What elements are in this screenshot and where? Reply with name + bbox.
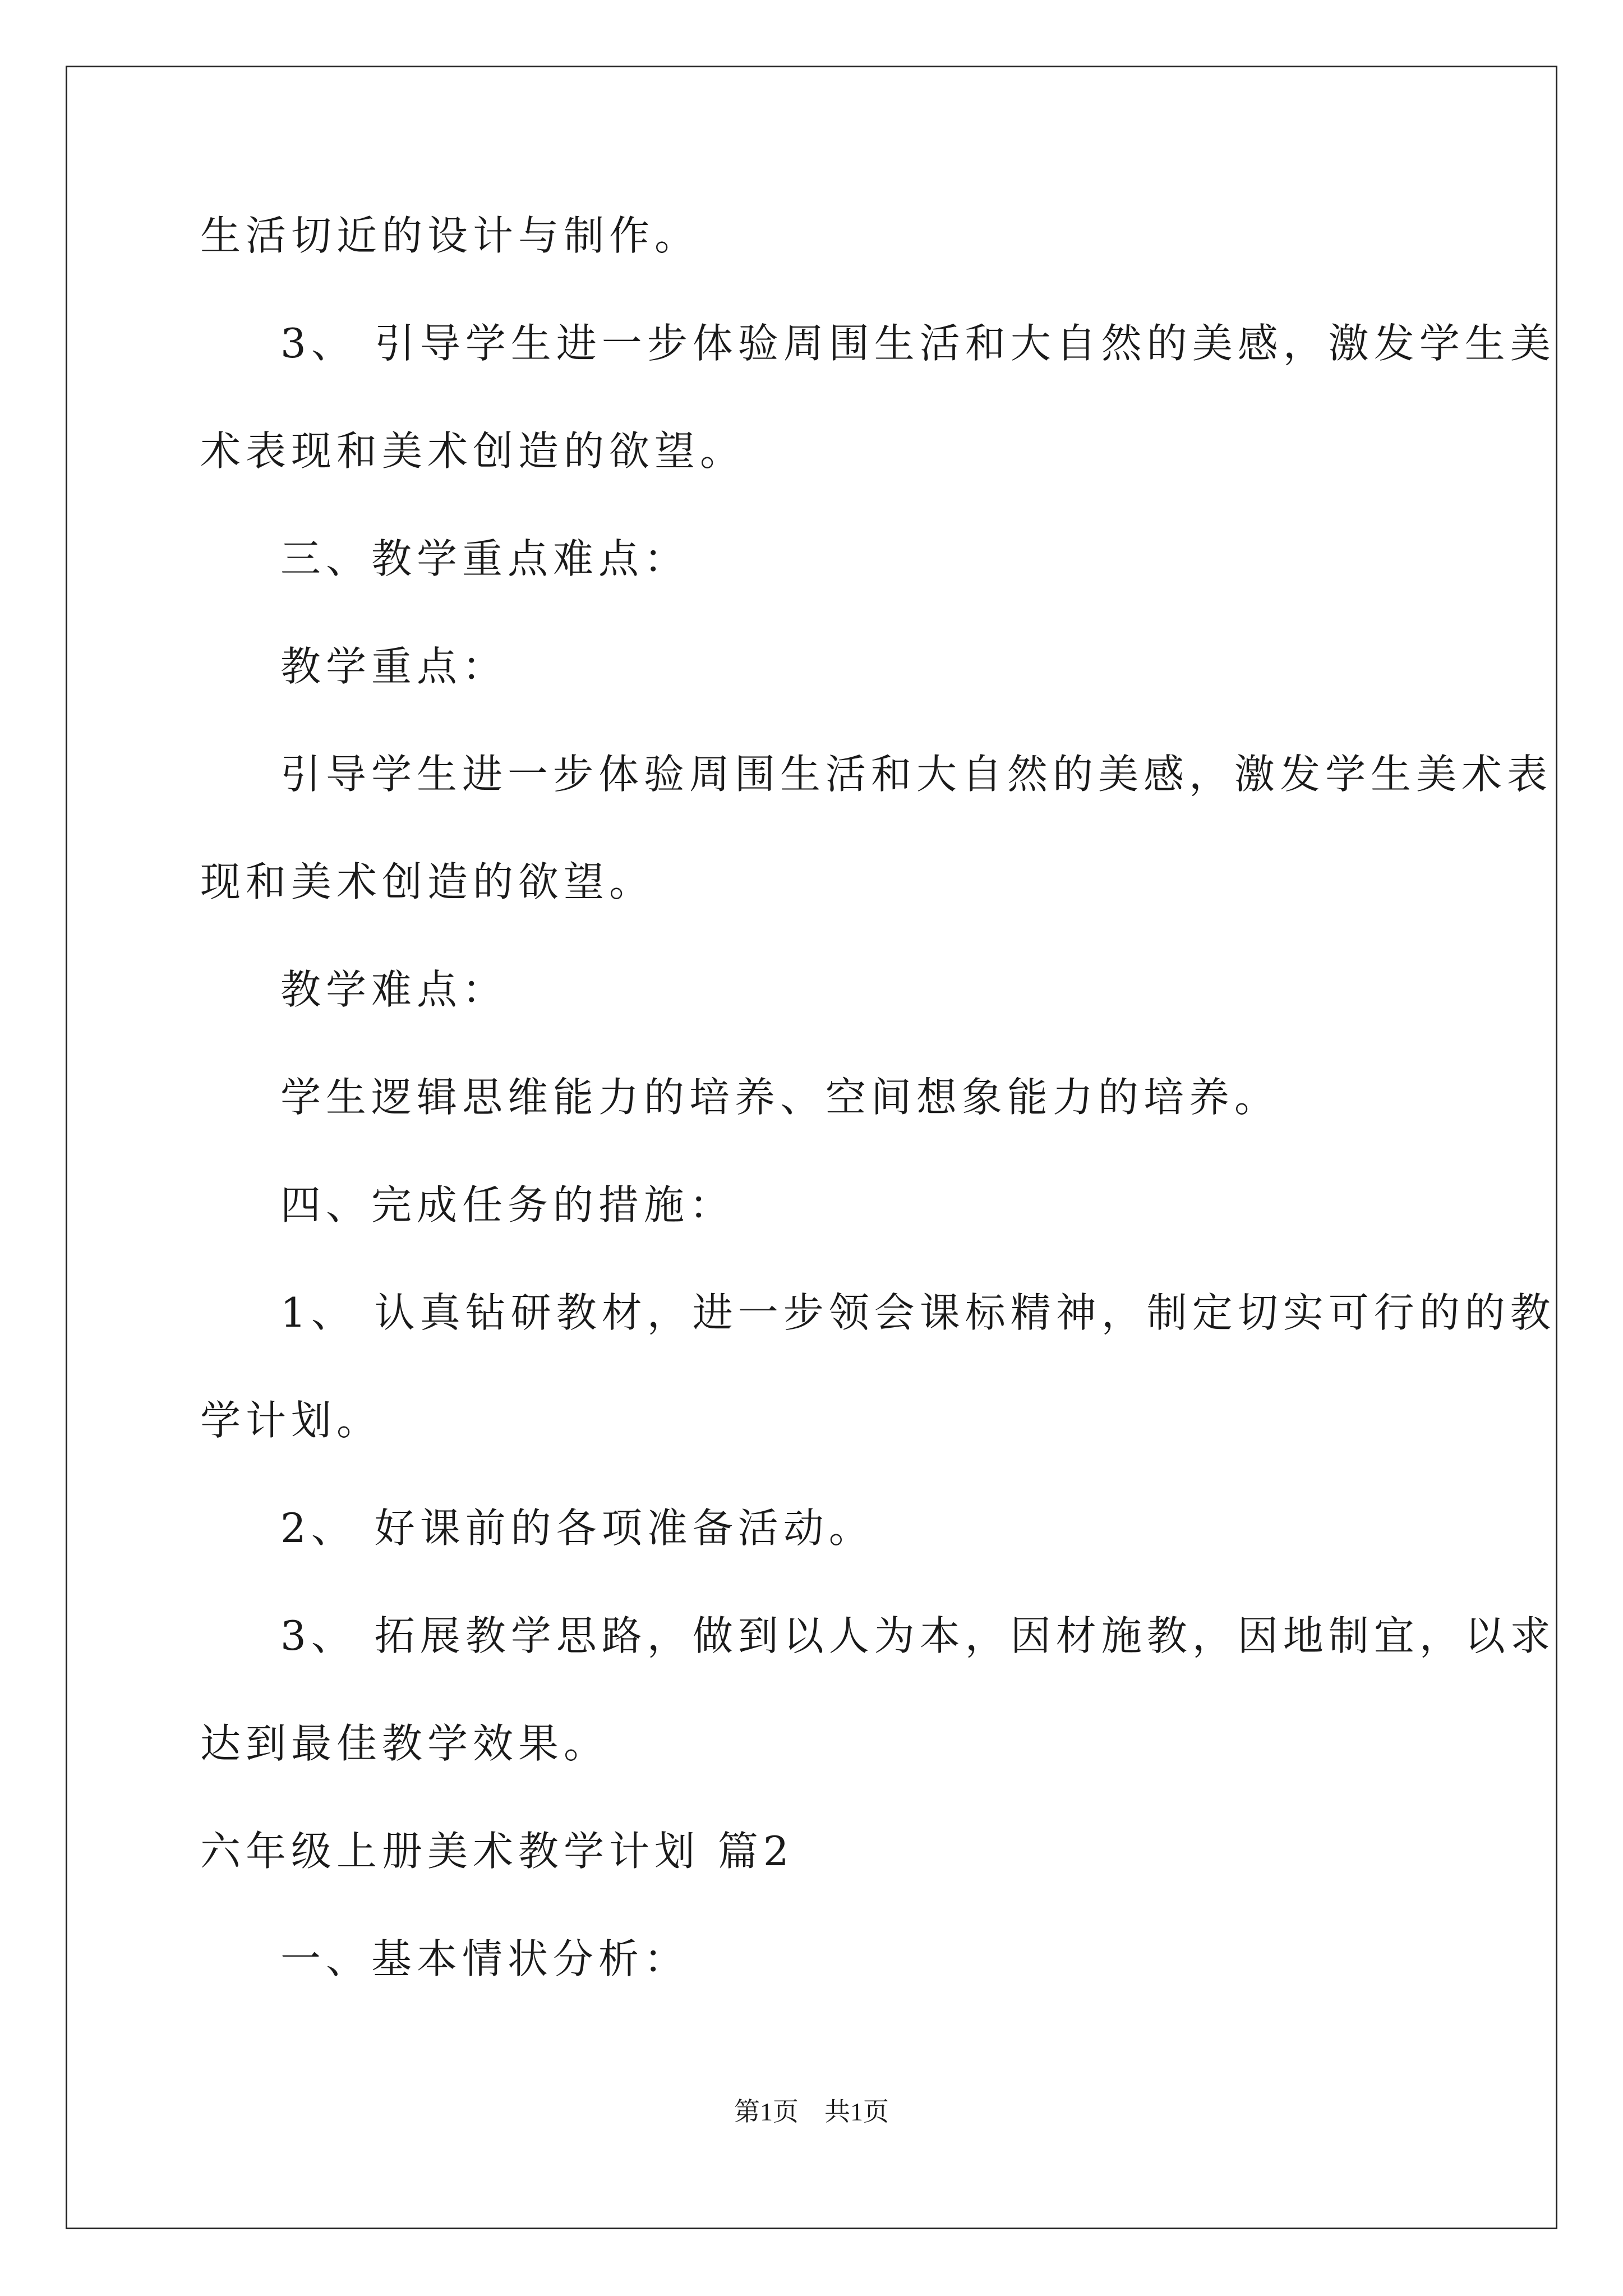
- page-footer: 第1页 共1页: [734, 2097, 889, 2126]
- section-heading: 一、基本情状分析：: [280, 1935, 690, 1982]
- paragraph-line: 学计划。: [200, 1397, 382, 1444]
- paragraph-line: 1、 认真钻研教材，进一步领会课标精神，制定切实可行的的教: [280, 1289, 1556, 1336]
- paragraph-line: 3、 拓展教学思路，做到以人为本，因材施教，因地制宜，以求: [280, 1612, 1556, 1659]
- section-heading: 四、完成任务的措施：: [280, 1181, 735, 1228]
- paragraph-line: 2、 好课前的各项准备活动。: [280, 1504, 874, 1552]
- paragraph-line: 引导学生进一步体验周围生活和大自然的美感，激发学生美术表: [280, 751, 1553, 798]
- paragraph-line: 现和美术创造的欲望。: [200, 858, 655, 905]
- paragraph-line: 学生逻辑思维能力的培养、空间想象能力的培养。: [280, 1074, 1280, 1121]
- paragraph-line: 3、 引导学生进一步体验周围生活和大自然的美感，激发学生美: [280, 320, 1556, 367]
- subheading: 教学难点：: [280, 966, 508, 1013]
- page-border: [66, 66, 1557, 2229]
- paragraph-line: 生活切近的设计与制作。: [200, 212, 700, 259]
- paragraph-line: 术表现和美术创造的欲望。: [200, 427, 746, 475]
- document-title: 六年级上册美术教学计划 篇2: [200, 1828, 794, 1875]
- subheading: 教学重点：: [280, 643, 508, 690]
- section-heading: 三、教学重点难点：: [280, 535, 690, 582]
- paragraph-line: 达到最佳教学效果。: [200, 1720, 610, 1767]
